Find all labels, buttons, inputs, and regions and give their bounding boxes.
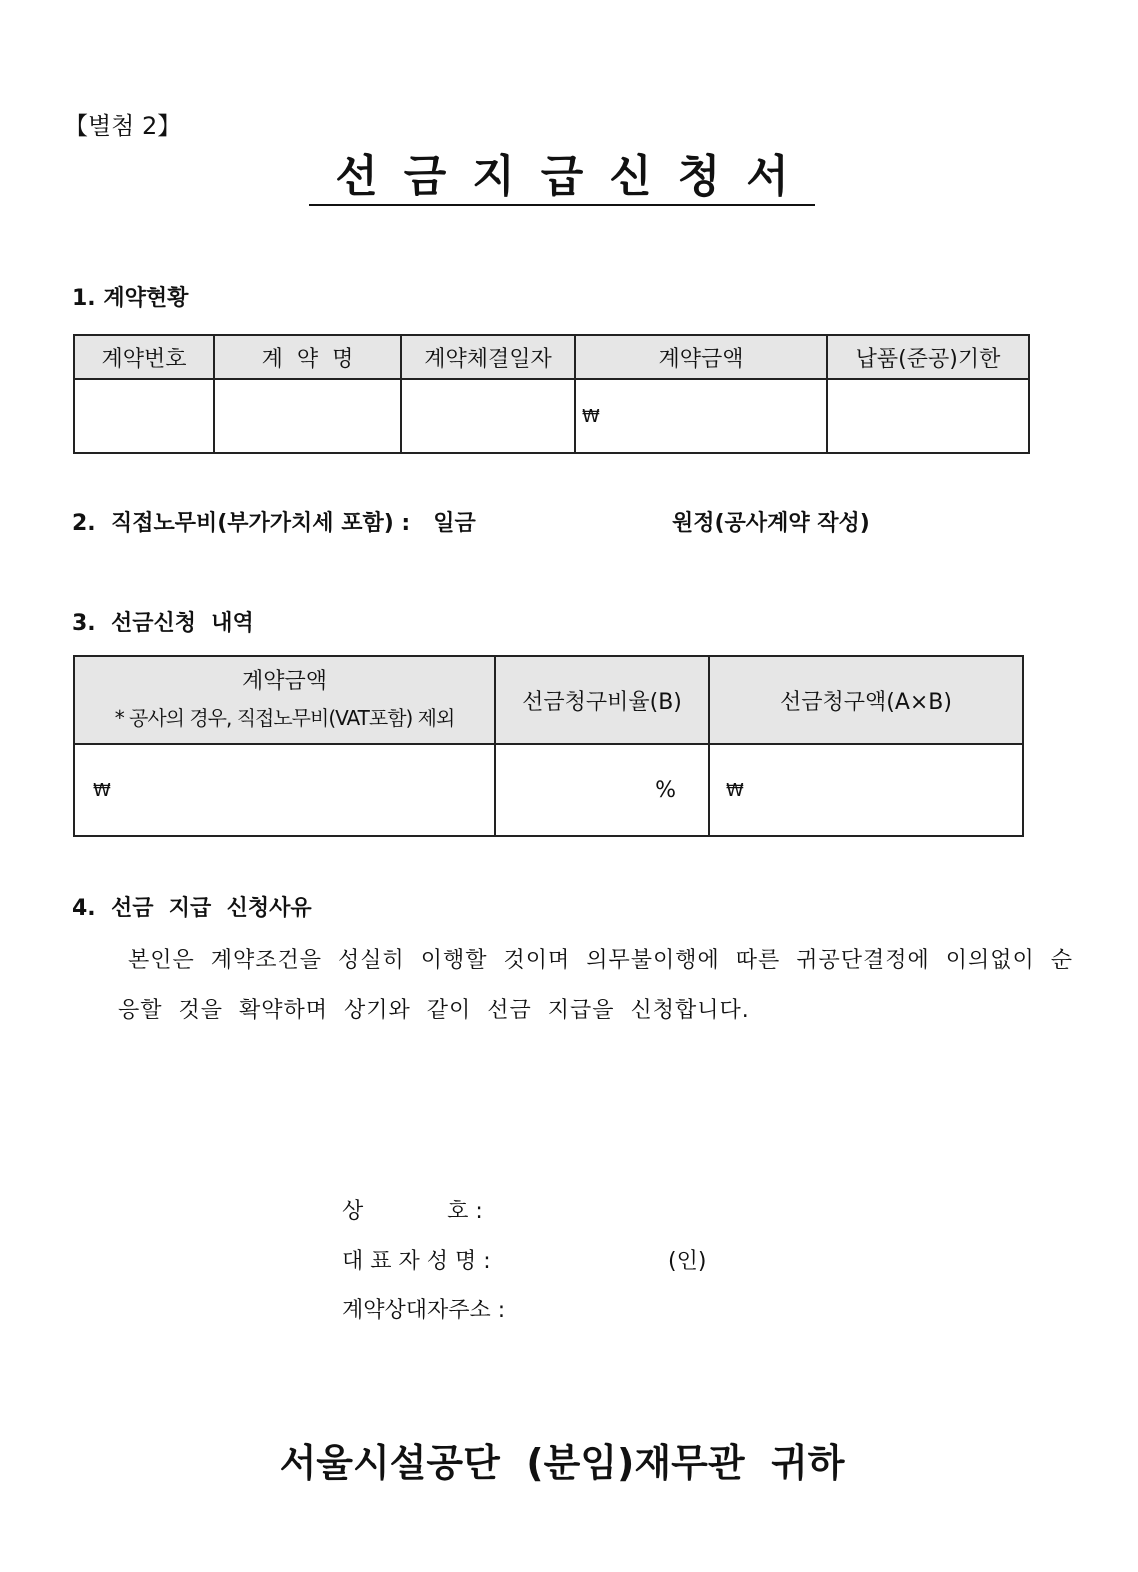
section1-heading: 1. 계약현황 xyxy=(72,286,189,311)
advance-request-table xyxy=(73,655,1024,837)
col-a-note: * 공사의 경우, 직접노무비(VAT포함) 제외 xyxy=(114,706,455,730)
section4-heading: 4. 선금 지급 신청사유 xyxy=(72,896,312,921)
section3-heading: 3. 선금신청 내역 xyxy=(72,611,254,636)
page-title xyxy=(0,140,1124,204)
reason-line-1: 본인은 계약조건을 성실히 이행할 것이며 의무불이행에 따른 귀공단결정에 이의없이 순 xyxy=(128,948,1073,973)
cell-amount-a[interactable]: ₩ xyxy=(74,744,495,836)
contract-status-table xyxy=(73,334,1030,454)
col-contract-name: 계 약 명 xyxy=(214,335,401,379)
company-name-label: 상 호 : xyxy=(342,1199,483,1224)
col-contract-amount-a xyxy=(74,656,495,744)
cell-contract-amount[interactable]: ₩ xyxy=(575,379,827,453)
representative-label: 대 표 자 성 명 : xyxy=(342,1249,491,1274)
cell-contract-date[interactable] xyxy=(401,379,575,453)
address-label: 계약상대자주소 : xyxy=(342,1298,506,1323)
col-ratio-b: 선금청구비율(B) xyxy=(495,656,709,744)
cell-ratio-b[interactable]: % xyxy=(495,744,709,836)
section2-heading: 2. 직접노무비(부가가치세 포함) : 일금 xyxy=(72,511,476,536)
seal-mark: (인) xyxy=(668,1249,707,1274)
cell-contract-name[interactable] xyxy=(214,379,401,453)
addressee: 서울시설공단 (분임)재무관 귀하 xyxy=(279,1441,845,1485)
col-contract-no: 계약번호 xyxy=(74,335,214,379)
page-title-text: 선금지급신청서 xyxy=(309,151,815,206)
col-a-label: 계약금액 xyxy=(241,669,327,694)
col-amount-axb: 선금청구액(A×B) xyxy=(709,656,1023,744)
cell-deadline[interactable] xyxy=(827,379,1029,453)
col-deadline: 납품(준공)기한 xyxy=(827,335,1029,379)
cell-amount-axb[interactable]: ₩ xyxy=(709,744,1023,836)
section2-suffix: 원정(공사계약 작성) xyxy=(672,511,870,536)
col-contract-date: 계약체결일자 xyxy=(401,335,575,379)
col-contract-amount: 계약금액 xyxy=(575,335,827,379)
cell-contract-no[interactable] xyxy=(74,379,214,453)
reason-line-2: 응할 것을 확약하며 상기와 같이 선금 지급을 신청합니다. xyxy=(118,998,750,1023)
annex-label: 【별첨 2】 xyxy=(64,112,182,140)
